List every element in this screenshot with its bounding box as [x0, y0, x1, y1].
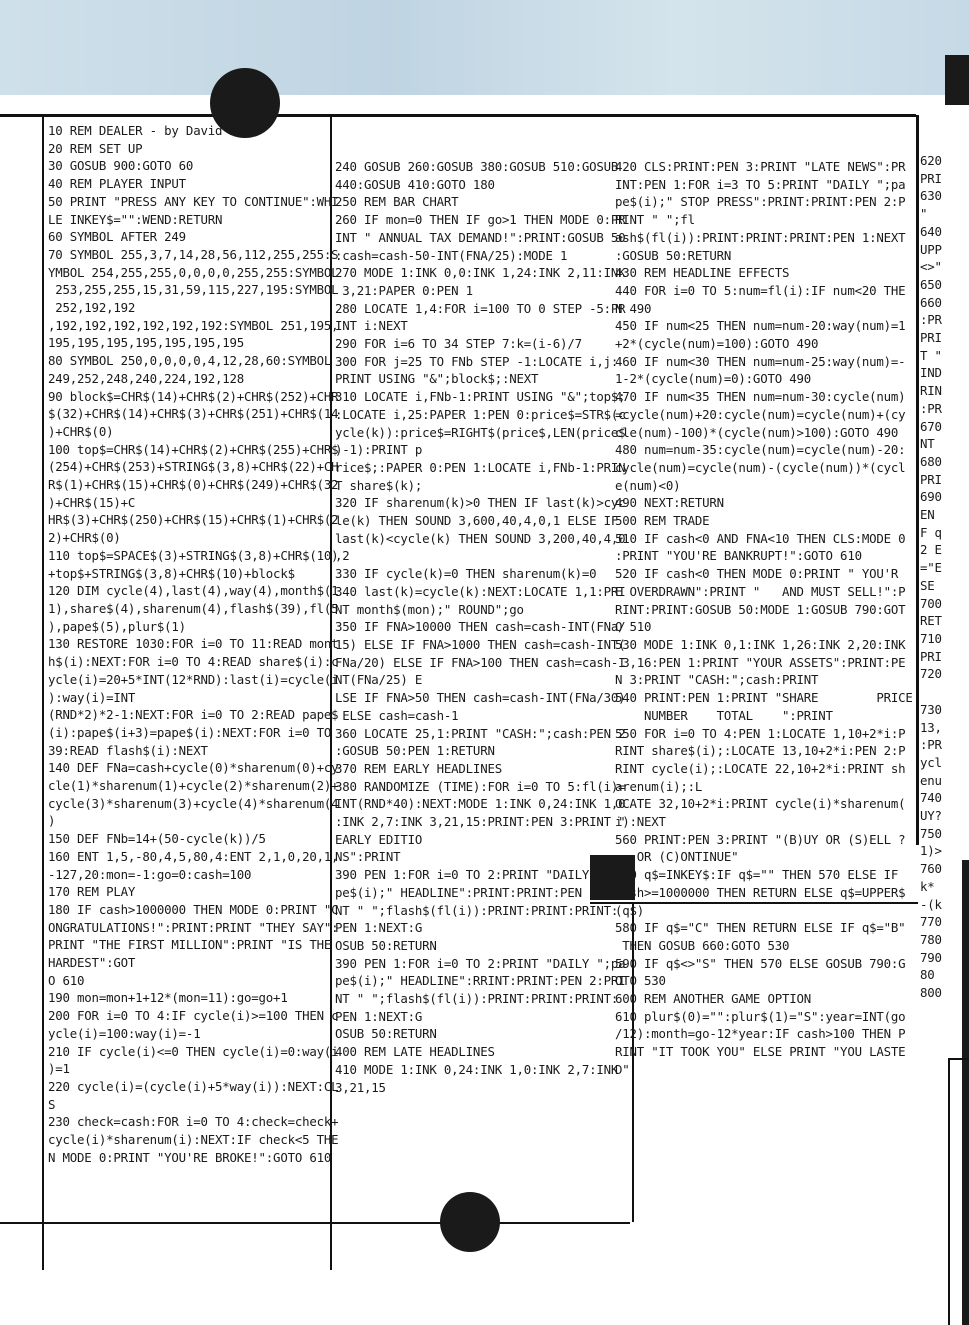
code-line: 3,21,15 [335, 1079, 386, 1095]
code-line: EARLY EDITIO [335, 831, 423, 847]
code-line: arenum(i);:L [615, 778, 703, 794]
code-line: rice$;:PAPER 0:PEN 1:LOCATE i,FNb-1:PRIN [335, 459, 626, 475]
code-line: 430 REM HEADLINE EFFECTS [615, 265, 790, 281]
code-line: ="E [920, 560, 942, 576]
code-line: k* [920, 878, 935, 894]
code-line: 80 [920, 967, 935, 983]
code-line: :PR [920, 312, 942, 328]
code-line: EN [920, 507, 935, 523]
code-line: INT i:NEXT [335, 318, 408, 334]
code-line: cle(1)*sharenum(1)+cycle(2)*sharenum(2)+ [48, 778, 339, 794]
code-line: 460 IF num<30 THEN num=num-25:way(num)=- [615, 353, 906, 369]
code-line: 660 [920, 294, 942, 310]
code-line: +2*(cycle(num)=100):GOTO 490 [615, 336, 819, 352]
code-line: 120 DIM cycle(4),last(4),way(4),month$(1 [48, 583, 339, 599]
code-line: HARDEST":GOT [48, 955, 136, 971]
code-line: 440:GOSUB 410:GOTO 180 [335, 176, 495, 192]
code-line: 130 RESTORE 1030:FOR i=0 TO 11:READ mont [48, 636, 339, 652]
code-line: 320 IF sharenum(k)>0 THEN IF last(k)>cyc [335, 495, 626, 511]
code-line: 1-2*(cycle(num)=0):GOTO 490 [615, 371, 812, 387]
code-line: NUMBER TOTAL ":PRINT [615, 707, 833, 723]
code-line: ONGRATULATIONS!":PRINT:PRINT "THEY SAY": [48, 919, 339, 935]
code-line: :PRINT "YOU'RE BANKRUPT!":GOTO 610 [615, 548, 862, 564]
code-line: 550 FOR i=0 TO 4:PEN 1:LOCATE 1,10+2*i:P [615, 725, 906, 741]
code-line: :GOSUB 50:RETURN [615, 247, 732, 263]
code-line: ycle(i)=100:way(i)=-1 [48, 1025, 201, 1041]
code-line: NT(FNa/25) E [335, 672, 423, 688]
code-line: LE INKEY$="":WEND:RETURN [48, 211, 223, 227]
code-line: 670 [920, 418, 942, 434]
code-line: RINT:PRINT:GOSUB 50:MODE 1:GOSUB 790:GOT [615, 601, 906, 617]
code-line: 60 SYMBOL AFTER 249 [48, 229, 186, 245]
code-line: :LOCATE i,25:PAPER 1:PEN 0:price$=STR$(c [335, 406, 626, 422]
top-right-block [945, 55, 969, 105]
code-column-3 [615, 158, 913, 1079]
code-line: 610 plur$(0)="":plur$(1)="S":year=INT(go [615, 1008, 906, 1024]
code-line: 249,252,248,240,224,192,128 [48, 370, 245, 386]
code-line: 290 FOR i=6 TO 34 STEP 7:k=(i-6)/7 [335, 336, 582, 352]
code-line: 370 REM EARLY HEADLINES [335, 760, 502, 776]
code-line: e(num)<0) [615, 477, 681, 493]
code-line: RINT "IT TOOK YOU" ELSE PRINT "YOU LASTE [615, 1044, 906, 1060]
code-line: 1),share$(4),sharenum(4),flash$(39),fl(5 [48, 600, 339, 616]
code-line: 340 last(k)=cycle(k):NEXT:LOCATE 1,1:PRI [335, 583, 626, 599]
code-line: 770 [920, 914, 942, 930]
code-line: OCATE 32,10+2*i:PRINT cycle(i)*sharenum( [615, 796, 906, 812]
code-line: UY? [920, 808, 942, 824]
code-line: 3,21:PAPER 0:PEN 1 [335, 282, 473, 298]
code-line: 80 SYMBOL 250,0,0,0,0,4,12,28,60:SYMBOL [48, 353, 332, 369]
code-line: cle(num)-100)*(cycle(num)>100):GOTO 490 [615, 424, 899, 440]
code-line: 350 IF FNA>10000 THEN cash=cash-INT(FNa/ [335, 619, 626, 635]
code-line: IND [920, 365, 942, 381]
code-line: RET [920, 613, 942, 629]
code-line: ash$(fl(i)):PRINT:PRINT:PRINT:PEN 1:NEXT [615, 229, 906, 245]
code-line: 200 FOR i=0 TO 4:IF cycle(i)>=100 THEN c [48, 1008, 339, 1024]
code-line: 100 top$=CHR$(14)+CHR$(2)+CHR$(255)+CHR$ [48, 441, 339, 457]
code-line: THEN GOSUB 660:GOTO 530 [615, 937, 790, 953]
code-line: (i):pape$(i+3)=pape$(i):NEXT:FOR i=0 TO [48, 724, 332, 740]
code-line: ,192,192,192,192,192,192:SYMBOL 251,195, [48, 317, 339, 333]
code-line: 720 [920, 666, 942, 682]
code-line: 630 [920, 188, 942, 204]
code-line: INT:PEN 1:FOR i=3 TO 5:PRINT "DAILY ";pa [615, 176, 906, 192]
code-line: 790 [920, 949, 942, 965]
code-line: )+CHR$(0) [48, 423, 114, 439]
code-line: 490 NEXT:RETURN [615, 495, 724, 511]
code-line: 160 ENT 1,5,-80,4,5,80,4:ENT 2,1,0,20,1, [48, 848, 339, 864]
code-line: PEN 1:NEXT:G [335, 1008, 423, 1024]
code-column-4-clipped [916, 140, 969, 1001]
code-line: <>" [920, 259, 942, 275]
code-line: ELSE cash=cash-1 [335, 707, 459, 723]
code-line: 640 [920, 223, 942, 239]
code-line: N 3:PRINT "CASH:";cash:PRINT [615, 672, 819, 688]
code-line: 280 LOCATE 1,4:FOR i=100 TO 0 STEP -5:PR [335, 300, 626, 316]
code-line: 680 [920, 453, 942, 469]
code-line: 250 REM BAR CHART [335, 194, 459, 210]
code-line: ycle(i)=20+5*INT(12*RND):last(i)=cycle(i [48, 671, 339, 687]
code-line: 650 [920, 276, 942, 292]
code-line: LSE IF FNA>50 THEN cash=cash-INT(FNa/30) [335, 690, 626, 706]
code-line: 1)> [920, 843, 942, 859]
code-line: 450 IF num<25 THEN num=num-20:way(num)=1 [615, 318, 906, 334]
code-line: NS":PRINT [335, 849, 401, 865]
code-line: E OVERDRAWN":PRINT " AND MUST SELL!":P [615, 583, 906, 599]
code-line: ycl [920, 754, 942, 770]
code-line: 330 IF cycle(k)=0 THEN sharenum(k)=0 [335, 566, 597, 582]
code-line: 410 MODE 1:INK 0,24:INK 1,0:INK 2,7:INK [335, 1061, 619, 1077]
code-line: 470 IF num<35 THEN num=num-30:cycle(num) [615, 389, 906, 405]
right-edge-hline [948, 1058, 969, 1060]
code-line: 39:READ flash$(i):NEXT [48, 742, 208, 758]
code-line: 740 [920, 790, 942, 806]
code-line: N 490 [615, 300, 652, 316]
code-line: N MODE 0:PRINT "YOU'RE BROKE!":GOTO 610 [48, 1149, 332, 1165]
code-line: UPP [920, 241, 942, 257]
code-line: pe$(i);" STOP PRESS":PRINT:PRINT:PEN 2:P [615, 194, 906, 210]
code-line: 800 [920, 985, 942, 1001]
code-line: 390 PEN 1:FOR i=0 TO 2:PRINT "DAILY ";pa [335, 955, 626, 971]
code-line: 380 RANDOMIZE (TIME):FOR i=0 TO 5:fl(i)= [335, 778, 626, 794]
code-line: OSUB 50:RETURN [335, 1026, 437, 1042]
code-line: 2 E [920, 542, 942, 558]
col1-left-rule [42, 115, 44, 1270]
code-line: NT " ";flash$(fl(i)):PRINT:PRINT:PRINT: [335, 991, 619, 1007]
code-line: 253,255,255,15,31,59,115,227,195:SYMBOL [48, 282, 339, 298]
code-line: cycle(i)*sharenum(i):NEXT:IF check<5 THE [48, 1132, 339, 1148]
code-line: last(k)<cycle(k) THEN SOUND 3,200,40,4,0 [335, 530, 626, 546]
code-line: T " [920, 347, 942, 363]
code-line: PRI [920, 648, 942, 664]
code-line: RIN [920, 383, 942, 399]
code-line: ) [48, 813, 56, 829]
bottom-rule [0, 1222, 630, 1224]
code-line: YMBOL 254,255,255,0,0,0,0,255,255:SYMBOL [48, 264, 339, 280]
code-line: 480 num=num-35:cycle(num)=cycle(num)-20: [615, 442, 906, 458]
code-line: 3,16:PEN 1:PRINT "YOUR ASSETS":PRINT:PE [615, 654, 906, 670]
code-line: S [48, 1096, 56, 1112]
code-line: 13, [920, 719, 942, 735]
code-line: 570 q$=INKEY$:IF q$="" THEN 570 ELSE IF [615, 867, 899, 883]
code-line: 40 REM PLAYER INPUT [48, 176, 186, 192]
code-line: 560 PRINT:PEN 3:PRINT "(B)UY OR (S)ELL ? [615, 831, 906, 847]
code-line: 710 [920, 630, 942, 646]
code-line: ),pape$(5),plur$(1) [48, 618, 186, 634]
code-line: 110 top$=SPACE$(3)+STRING$(3,8)+CHR$(10) [48, 547, 339, 563]
code-line: ):way(i)=INT [48, 689, 136, 705]
code-line: -(k [920, 896, 942, 912]
code-line: cash>=1000000 THEN RETURN ELSE q$=UPPER$ [615, 884, 906, 900]
code-line: cycle(num)=cycle(num)-(cycle(num))*(cycl [615, 459, 906, 475]
code-line: 400 REM LATE HEADLINES [335, 1044, 495, 1060]
code-line: 270 MODE 1:INK 0,0:INK 1,24:INK 2,11:INK [335, 265, 626, 281]
code-line: INT " ANNUAL TAX DEMAND!":PRINT:GOSUB 50 [335, 229, 626, 245]
code-line: 220 cycle(i)=(cycle(i)+5*way(i)):NEXT:CL [48, 1078, 339, 1094]
code-line: 195,195,195,195,195,195,195 [48, 335, 245, 351]
code-line: R$(1)+CHR$(15)+CHR$(0)+CHR$(249)+CHR$(32 [48, 477, 339, 493]
code-line: ,2 [335, 548, 350, 564]
code-line: 360 LOCATE 25,1:PRINT "CASH:";cash:PEN 2 [335, 725, 626, 741]
code-line: PRI [920, 471, 942, 487]
code-line: 170 REM PLAY [48, 884, 136, 900]
code-line: 2)+CHR$(0) [48, 530, 121, 546]
code-line: 50 PRINT "PRESS ANY KEY TO CONTINUE":WHI [48, 193, 339, 209]
magazine-header-band [0, 0, 969, 95]
code-line: D" [615, 1061, 630, 1077]
code-line: ycle(k)):price$=RIGHT$(price$,LEN(price$ [335, 424, 626, 440]
code-line [920, 683, 942, 701]
code-line: 590 IF q$<>"S" THEN 570 ELSE GOSUB 790:G [615, 955, 906, 971]
code-line: pe$(i);" HEADLINE":PRINT:PRINT:PEN 2:PRI [335, 884, 626, 900]
code-line: 300 FOR j=25 TO FNb STEP -1:LOCATE i,j: [335, 353, 619, 369]
code-line: i):NEXT [615, 814, 666, 830]
right-edge-line [948, 1060, 950, 1325]
code-line: PRINT "THE FIRST MILLION":PRINT "IS THE [48, 937, 332, 953]
code-line: NT " ";flash$(fl(i)):PRINT:PRINT:PRINT: [335, 902, 619, 918]
code-line: - OR (C)ONTINUE" [615, 849, 739, 865]
code-line: OTO 530 [615, 973, 666, 989]
code-line: RINT " ";fl [615, 212, 695, 228]
code-line: $(32)+CHR$(14)+CHR$(3)+CHR$(251)+CHR$(14 [48, 406, 339, 422]
code-line: " [920, 206, 928, 222]
code-line: 210 IF cycle(i)<=0 THEN cycle(i)=0:way(i [48, 1043, 339, 1059]
code-line: 780 [920, 931, 942, 947]
code-line: :GOSUB 50:PEN 1:RETURN [335, 743, 495, 759]
code-line: cycle(3)*sharenum(3)+cycle(4)*sharenum(4 [48, 795, 339, 811]
code-line: 190 mon=mon+1+12*(mon=11):go=go+1 [48, 990, 288, 1006]
code-line: 690 [920, 489, 942, 505]
code-line: 90 block$=CHR$(14)+CHR$(2)+CHR$(252)+CHR [48, 388, 339, 404]
code-line: )=1 [48, 1061, 70, 1077]
code-line: HR$(3)+CHR$(250)+CHR$(15)+CHR$(1)+CHR$(2 [48, 512, 339, 528]
code-line: 150 DEF FNb=14+(50-cycle(k))/5 [48, 831, 266, 847]
code-line: 240 GOSUB 260:GOSUB 380:GOSUB 510:GOSUB [335, 159, 619, 174]
right-edge-bar [962, 860, 969, 1325]
code-line: T share$(k); [335, 477, 423, 493]
code-line: )+CHR$(15)+C [48, 494, 136, 510]
code-line: 730 [920, 701, 942, 717]
code-column-2 [335, 158, 625, 1096]
code-line: :cash=cash-50-INT(FNA/25):MODE 1 [335, 247, 568, 263]
code-line: 10 REM DEALER - by David Muir [48, 123, 259, 138]
top-rule [0, 114, 916, 117]
code-line: OSUB 50:RETURN [335, 937, 437, 953]
code-line: SE [920, 577, 935, 593]
code-line: :PR [920, 400, 942, 416]
code-line: 540 PRINT:PEN 1:PRINT "SHARE PRICE [615, 690, 913, 706]
code-line: =cycle(num)+20:cycle(num)=cycle(num)+(cy [615, 406, 906, 422]
code-line: (254)+CHR$(253)+STRING$(3,8)+CHR$(22)+CH [48, 459, 339, 475]
code-line: 30 GOSUB 900:GOTO 60 [48, 158, 194, 174]
code-line: 260 IF mon=0 THEN IF go>1 THEN MODE 0:PR [335, 212, 626, 228]
code-line: 390 PEN 1:FOR i=0 TO 2:PRINT "DAILY ";pa [335, 867, 626, 883]
code-line: O 610 [48, 972, 85, 988]
code-line: 500 REM TRADE [615, 513, 710, 529]
code-column-4 [920, 152, 942, 1002]
code-line: 70 SYMBOL 255,3,7,14,28,56,112,255,255:S [48, 246, 339, 262]
code-line: 180 IF cash>1000000 THEN MODE 0:PRINT "C [48, 901, 339, 917]
code-line: (RND*2)*2-1:NEXT:FOR i=0 TO 2:READ pape$ [48, 707, 339, 723]
code-line: 750 [920, 825, 942, 841]
code-line: PRI [920, 330, 942, 346]
code-line: 140 DEF FNa=cash+cycle(0)*sharenum(0)+cy [48, 760, 339, 776]
code-line: :INK 2,7:INK 3,21,15:PRINT:PEN 3:PRINT " [335, 814, 626, 830]
code-line: pe$(i);" HEADLINE":RRINT:PRINT:PEN 2:PRI [335, 973, 626, 989]
code-line: F q [920, 524, 942, 540]
code-line: 440 FOR i=0 TO 5:num=fl(i):IF num<20 THE [615, 282, 906, 298]
code-line: 700 [920, 595, 942, 611]
code-line: 20 REM SET UP [48, 140, 143, 156]
code-line: h$(i):NEXT:FOR i=0 TO 4:READ share$(i):c [48, 654, 339, 670]
code-line: NT [920, 436, 935, 452]
code-line: 580 IF q$="C" THEN RETURN ELSE IF q$="B" [615, 920, 906, 936]
code-line: NT month$(mon);" ROUND";go [335, 601, 524, 617]
code-line: enu [920, 772, 942, 788]
code-line: 620 [920, 153, 942, 168]
code-line: PRINT USING "&";block$;:NEXT [335, 371, 539, 387]
code-line: le(k) THEN SOUND 3,600,40,4,0,1 ELSE IF [335, 513, 619, 529]
code-line: 420 CLS:PRINT:PEN 3:PRINT "LATE NEWS":PR [615, 159, 906, 174]
code-line: 600 REM ANOTHER GAME OPTION [615, 991, 812, 1007]
code-line: FNa/20) ELSE IF FNA>100 THEN cash=cash-I [335, 654, 626, 670]
code-line: 252,192,192 [48, 300, 136, 316]
code-line: RINT share$(i);:LOCATE 13,10+2*i:PEN 2:P [615, 743, 906, 759]
code-line: 510 IF cash<0 AND FNA<10 THEN CLS:MODE 0 [615, 530, 906, 546]
code-line: (q$) [615, 902, 645, 918]
code-line: PRI [920, 170, 942, 186]
code-line: 530 MODE 1:INK 0,1:INK 1,26:INK 2,20:INK [615, 636, 906, 652]
code-column-1 [48, 122, 338, 1166]
code-line: /12):month=go-12*year:IF cash>100 THEN P [615, 1026, 906, 1042]
code-line: 15) ELSE IF FNA>1000 THEN cash=cash-INT( [335, 636, 626, 652]
code-line: :PR [920, 737, 942, 753]
code-line: INT(RND*40):NEXT:MODE 1:INK 0,24:INK 1,0 [335, 796, 626, 812]
bottom-circle-ornament [440, 1192, 500, 1252]
code-line: +top$+STRING$(3,8)+CHR$(10)+block$ [48, 565, 295, 581]
code-line: 230 check=cash:FOR i=0 TO 4:check=check+ [48, 1114, 339, 1130]
code-line: 760 [920, 861, 942, 877]
code-line: O 510 [615, 619, 652, 635]
code-line: PEN 1:NEXT:G [335, 920, 423, 936]
code-line: 310 LOCATE i,FNb-1:PRINT USING "&";top$; [335, 389, 626, 405]
code-line: RINT cycle(i);:LOCATE 22,10+2*i:PRINT sh [615, 760, 906, 776]
code-line: -127,20:mon=-1:go=0:cash=100 [48, 866, 252, 882]
code-line: )-1):PRINT p [335, 442, 423, 458]
code-line: 520 IF cash<0 THEN MODE 0:PRINT " YOU'R [615, 566, 899, 582]
